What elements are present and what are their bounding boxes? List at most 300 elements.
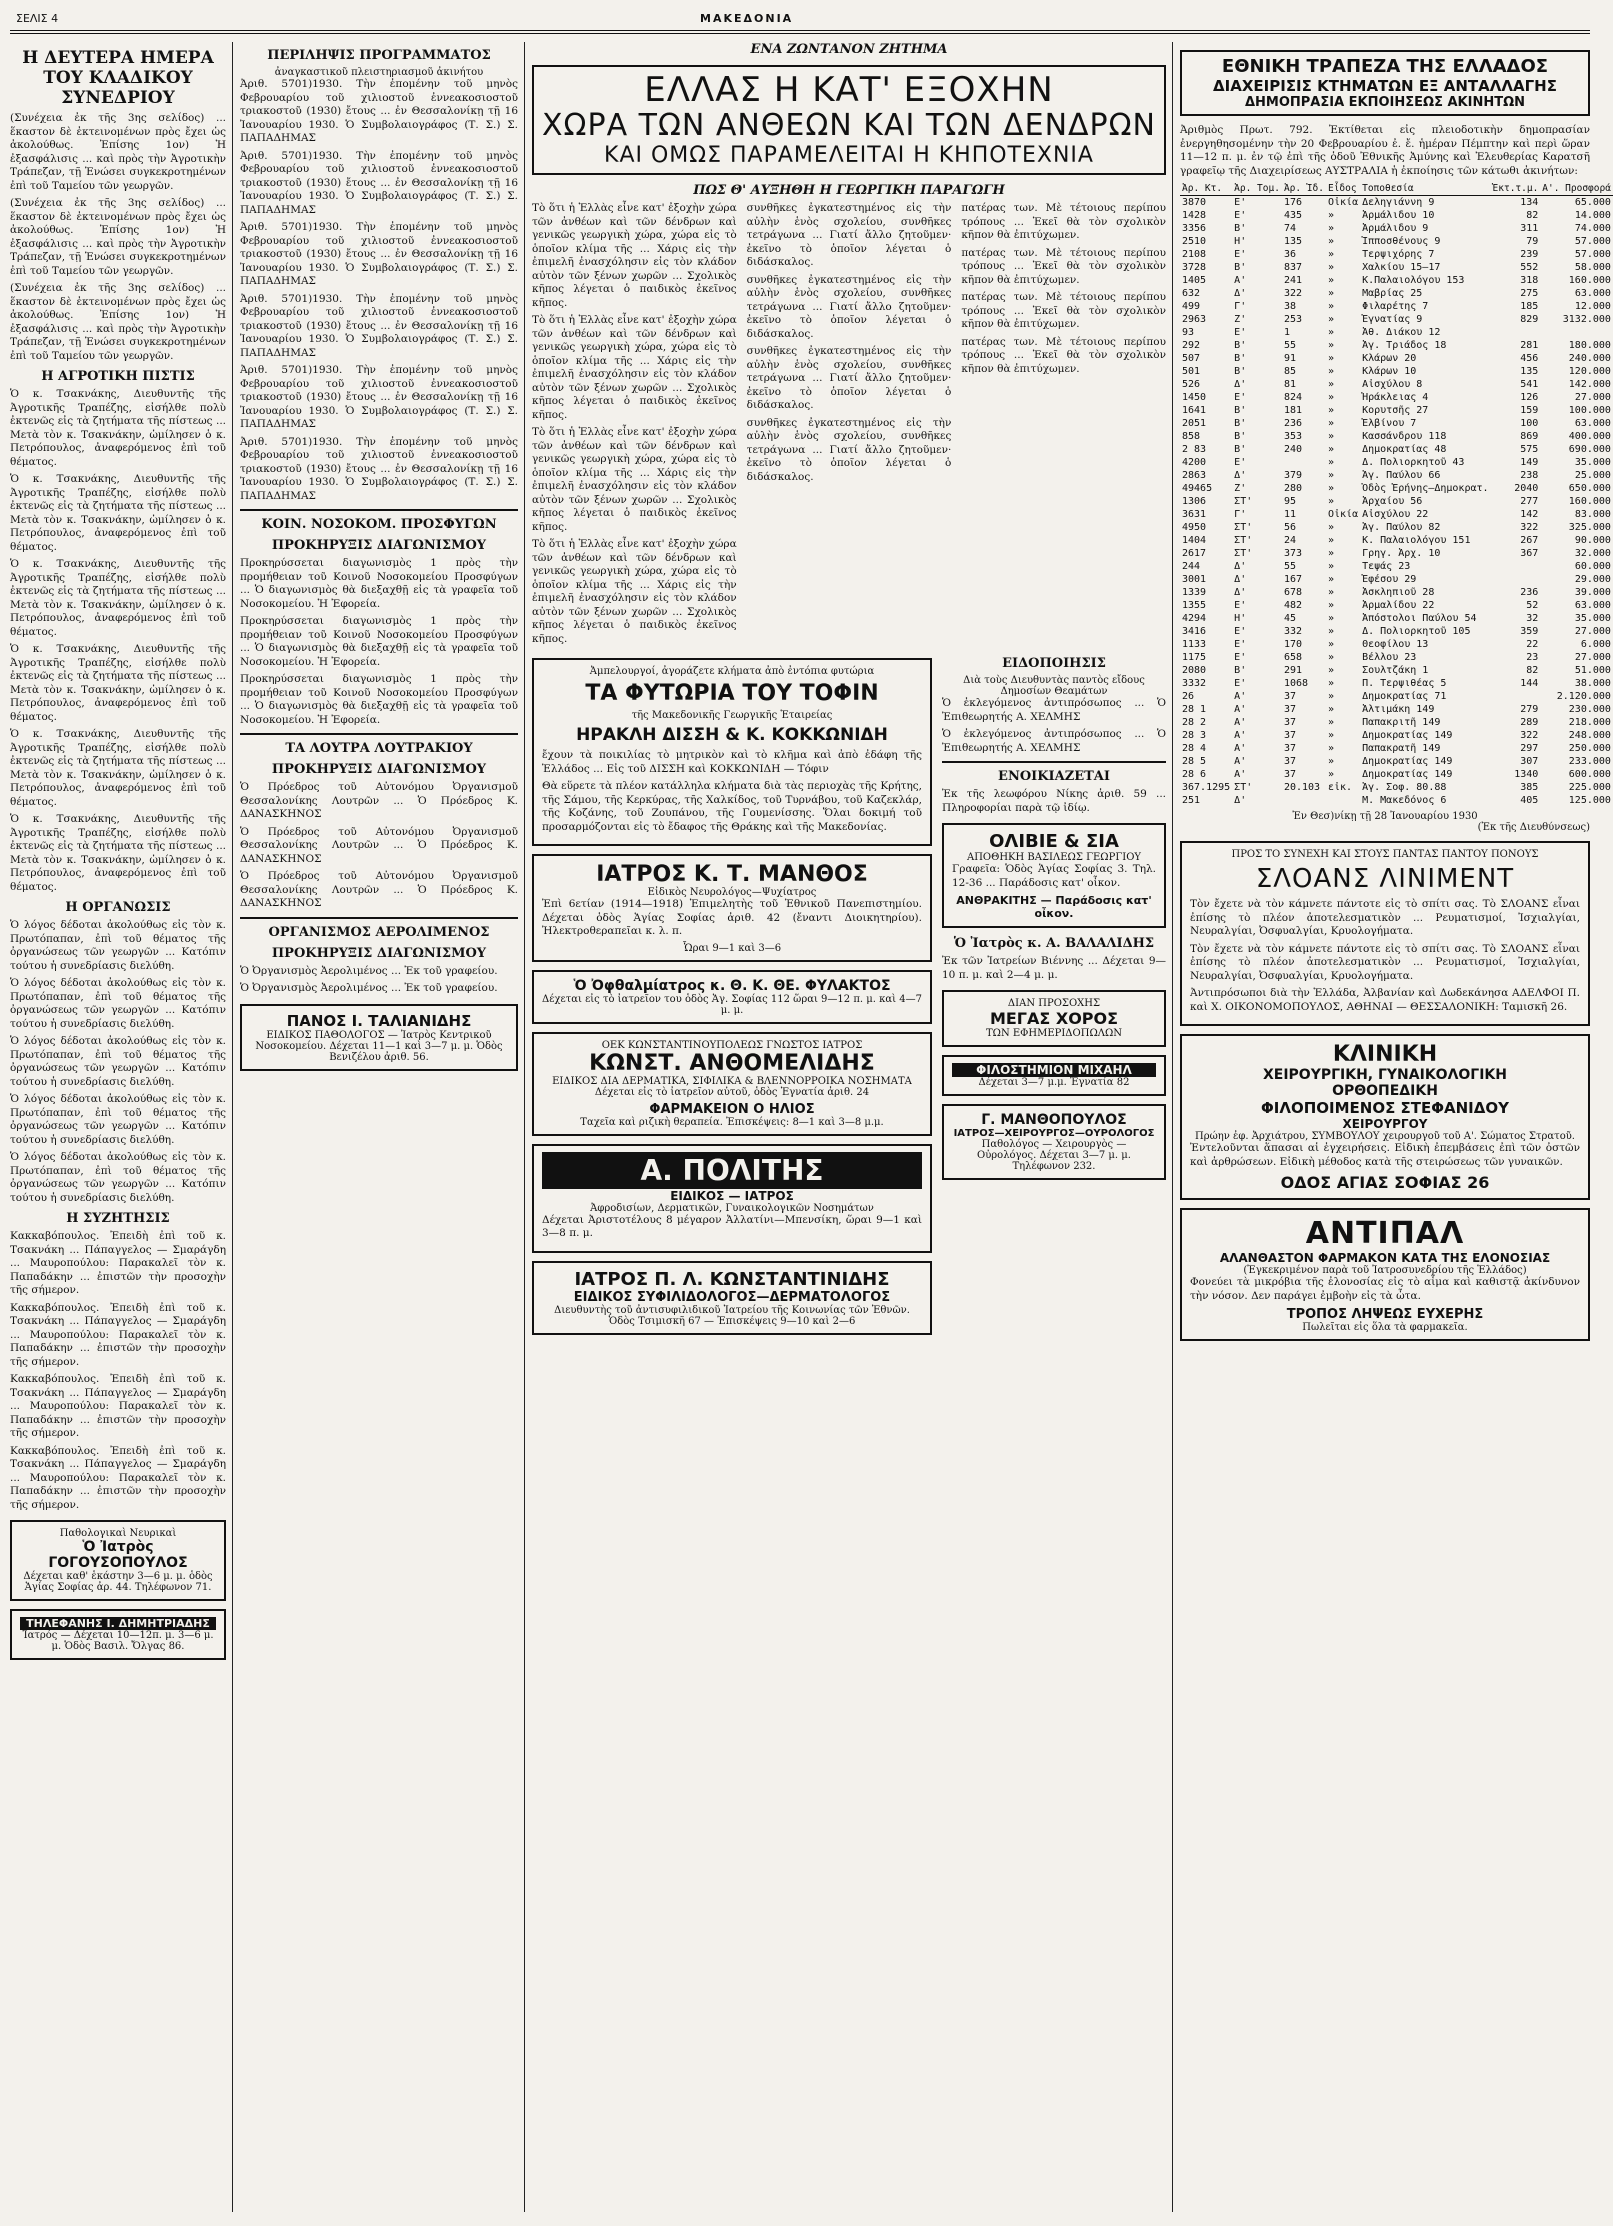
table-cell: 230.000	[1568, 704, 1611, 715]
ads-right	[942, 650, 1166, 1343]
table-cell: 120.000	[1568, 366, 1611, 377]
table-cell: »	[1327, 379, 1335, 390]
table-cell: Δεληγιάννη 9	[1362, 197, 1435, 208]
table-cell: 2.120.000	[1556, 691, 1611, 702]
ad-line: ΟΕΚ ΚΩΝΣΤΑΝΤΙΝΟΥΠΟΛΕΩΣ ΓΝΩΣΤΟΣ ΙΑΤΡΟΣ	[601, 1039, 863, 1051]
table-cell: 311	[1520, 223, 1539, 234]
doctor-ad	[10, 1520, 226, 1601]
ad-text: Γραφεῖα: Ὁδὸς Ἁγίας Σοφίας 3. Τηλ. 12-36 ... Παράδοσις κατ' οἶκον.	[952, 863, 1156, 889]
table-row	[1180, 495, 1613, 508]
table-cell: 253	[1283, 314, 1302, 325]
table-cell: Παπακρατῆ 149	[1362, 743, 1441, 754]
paper-name: ΜΑΚΕΔΟΝΙΑ	[700, 12, 794, 25]
table-cell	[1282, 794, 1326, 807]
table-cell: 135	[1283, 236, 1302, 247]
table-cell: Α'	[1234, 704, 1247, 715]
article-text: Ὁ λόγος δέδοται ἀκολούθως εἰς τὸν κ. Πρωτόπαπαν, ἐπὶ τοῦ θέματος τῆς ὀργανώσεως τῶν γεωργῶν ... Κατόπιν τούτου ἡ συνεδρίασις διελύθη.	[10, 1035, 226, 1088]
page-number: ΣΕΛΙΣ 4	[16, 12, 59, 25]
ad-subtitle-2: (Ἐγκεκριμένον παρὰ τοῦ Ἰατροσυνεδρίου τῆς Ἑλλάδος)	[1243, 1265, 1527, 1276]
table-cell: 367.1295	[1182, 782, 1231, 793]
table-cell: 160.000	[1568, 496, 1611, 507]
notice-headline: ΕΝΟΙΚΙΑΖΕΤΑΙ	[998, 769, 1110, 784]
table-cell: 28 4	[1182, 743, 1207, 754]
table-cell: 552	[1520, 262, 1539, 273]
table-cell: Ε'	[1234, 600, 1247, 611]
table-cell: 82	[1526, 210, 1539, 221]
table-cell: 23	[1526, 652, 1539, 663]
table-cell: 236	[1283, 418, 1302, 429]
table-cell: 241	[1283, 275, 1302, 286]
fylax-ad	[942, 1055, 1166, 1096]
table-cell: 1428	[1182, 210, 1207, 221]
table-header: Ἀρ. Τομ.	[1234, 183, 1280, 194]
table-cell: Ε'	[1234, 392, 1247, 403]
ad-text: Θὰ εὕρετε τὰ πλέον κατάλληλα κλήματα διὰ τὰς περιοχὰς τῆς Κρήτης, τῆς Σάμου, τῆς Κερκύρας, τῆς Χαλκίδος, τοῦ Τυρνάβου, τοῦ Καζεκλάρ, τῆς Κοζάνης, τοῦ Ζουπάνου, τῆς Γουμενίσσης. Ὅλαι δοκιμή τοῦ προσαρμόζονται εἰς τὸ ἔδαφος τῆς Θράκης καὶ τῆς Μακεδονίας.	[542, 780, 922, 833]
table-cell: Δ. Πολιορκητοῦ 105	[1362, 626, 1471, 637]
table-cell: 233.000	[1568, 756, 1611, 767]
table-cell: 297	[1520, 743, 1539, 754]
konstantinidis-ad	[532, 1261, 932, 1335]
table-cell: 1340	[1514, 769, 1539, 780]
ad-subtitle: Εἰδικὸς Νευρολόγος—Ψυχίατρος	[647, 887, 817, 898]
table-cell: 74.000	[1574, 223, 1611, 234]
notice-text: Ὁ ἐκλεγόμενος ἀντιπρόσωπος ... Ὁ Ἐπιθεωρητής Α. ΧΕΛΜΗΣ	[942, 697, 1166, 723]
table-cell: Ἰπποσθένους 9	[1362, 236, 1441, 247]
table-cell: Μ. Μακεδόνος 6	[1362, 795, 1447, 806]
table-cell: 144	[1520, 678, 1539, 689]
ad-title: ΟΛΙΒΙΕ & ΣΙΑ	[989, 831, 1119, 852]
table-cell: Α'	[1234, 730, 1247, 741]
article-text: πατέρας των. Μὲ τέτοιους περίπου τρόπους ... Ἐκεῖ θὰ τὸν σχολικὸν κῆπον θὰ ἐπιτύχωμεν.	[961, 335, 1167, 375]
table-cell: 4294	[1182, 613, 1207, 624]
table-cell: 650.000	[1568, 483, 1611, 494]
table-cell: 322	[1520, 730, 1539, 741]
table-cell: 3001	[1182, 574, 1207, 585]
article-text: Ὁ λόγος δέδοται ἀκολούθως εἰς τὸν κ. Πρωτόπαπαν, ἐπὶ τοῦ θέματος τῆς ὀργανώσεως τῶν γεωργῶν ... Κατόπιν τούτου ἡ συνεδρίασις διελύθη.	[10, 919, 226, 972]
table-cell: 32	[1526, 613, 1539, 624]
table-cell: 2510	[1182, 236, 1207, 247]
table-cell: Τερψιχόρης 7	[1362, 249, 1435, 260]
table-cell: Η'	[1234, 236, 1247, 247]
table-cell: Ἐφέσου 29	[1362, 574, 1417, 585]
table-cell: Ἀρμάλιδου 9	[1362, 223, 1429, 234]
table-cell: 858	[1182, 431, 1201, 442]
table-row	[1180, 430, 1613, 443]
table-cell: 225.000	[1568, 782, 1611, 793]
table-cell: Ἐγνατίας 9	[1362, 314, 1423, 325]
notice-subtitle: ἀναγκαστικοῦ πλειστηριασμοῦ ἀκινήτου	[274, 67, 484, 78]
article-text: Κακκαβόπουλος. Ἐπειδὴ ἐπὶ τοῦ κ. Τσακνάκη ... Πάπαγγελος — Σμαράγδη ... Μαυροπούλου: Παρακαλεῖ τὸν κ. Παπαδάκην ... ἐπιστῶν τὴν προσοχὴν τῆς σήμερον.	[10, 1444, 226, 1511]
notice-title: ΕΘΝΙΚΗ ΤΡΑΠΕΖΑ ΤΗΣ ΕΛΛΑΔΟΣ	[1221, 56, 1549, 77]
ad-text: Διευθυντὴς τοῦ ἀντισυφιλιδικοῦ Ἰατρείου τῆς Κοινωνίας τῶν Ἐθνῶν. Ὁδὸς Τσιμισκῆ 67 — Ἐπισκέψεις 9—10 καὶ 2—6	[554, 1304, 910, 1327]
table-cell	[1491, 560, 1541, 573]
manthos-ad	[532, 854, 932, 962]
ad-title: ΙΑΤΡΟΣ Κ. Τ. ΜΑΝΘΟΣ	[596, 862, 868, 887]
ad-subtitle: ΑΠΟΘΗΚΗ ΒΑΣΙΛΕΩΣ ΓΕΩΡΓΙΟΥ	[966, 852, 1142, 863]
table-cell: Δ'	[1234, 574, 1247, 585]
table-cell: Ε'	[1234, 652, 1247, 663]
table-cell: 353	[1283, 431, 1302, 442]
table-cell: 32.000	[1574, 548, 1611, 559]
table-row	[1180, 248, 1613, 261]
headline-line-1: ΕΛΛΑΣ Η ΚΑΤ' ΕΞΟΧΗΝ	[644, 70, 1054, 110]
table-cell: 251	[1182, 795, 1201, 806]
ad-subtitle: ΙΑΤΡΟΣ—ΧΕΙΡΟΥΡΓΟΣ—ΟΥΡΟΛΟΓΟΣ	[953, 1128, 1155, 1139]
notice-headline: ΠΕΡΙΛΗΨΙΣ ΠΡΟΓΡΑΜΜΑΤΟΣ	[267, 48, 491, 63]
table-cell: »	[1327, 392, 1335, 403]
table-cell: »	[1327, 613, 1335, 624]
table-row	[1180, 417, 1613, 430]
table-cell: 4200	[1182, 457, 1207, 468]
article-text: (Συνέχεια ἐκ τῆς 3ης σελίδος) ... ἕκαστον δὲ ἐκτεινομένων πρὸς ἔχει ὡς ἀκολούθως. Ἐπίσης 1ον) Ἡ ἐξασφάλισις ... καὶ πρὸς τὴν Ἀγροτικὴν Τράπεζαν, τῇ Ἑνώσει συγκεκροτημένων ἐπὶ τοῦ Ταμείου τῶν γεωργῶν.	[10, 282, 226, 362]
table-cell: »	[1327, 678, 1335, 689]
table-row	[1180, 456, 1613, 469]
table-cell: Θεοφίλου 13	[1362, 639, 1429, 650]
table-row	[1180, 794, 1613, 807]
table-cell: Οἰκία	[1327, 197, 1359, 208]
table-cell: 160.000	[1568, 275, 1611, 286]
table-cell: 52	[1526, 600, 1539, 611]
table-cell: »	[1327, 275, 1335, 286]
notice-headline: ΤΑ ΛΟΥΤΡΑ ΛΟΥΤΡΑΚΙΟΥ	[285, 741, 473, 756]
table-cell: 135	[1520, 366, 1539, 377]
table-cell: 35.000	[1574, 457, 1611, 468]
table-cell: 307	[1520, 756, 1539, 767]
table-row	[1180, 261, 1613, 274]
table-cell: 292	[1182, 340, 1201, 351]
table-row	[1180, 703, 1613, 716]
table-cell: »	[1327, 470, 1335, 481]
notice-text: Ὁ Πρόεδρος τοῦ Αὐτονόμου Ὀργανισμοῦ Θεσσαλονίκης Λουτρῶν ... Ὁ Πρόεδρος Κ. ΔΑΝΑΣΚΗΝΟΣ	[240, 870, 518, 909]
article-body	[532, 202, 1166, 650]
table-cell: 11	[1283, 509, 1296, 520]
table-cell: Κορυτσῆς 27	[1362, 405, 1429, 416]
table-cell: 400.000	[1568, 431, 1611, 442]
table-cell: 2040	[1514, 483, 1539, 494]
divider	[240, 733, 518, 735]
ads-area	[532, 650, 1166, 1343]
table-cell: Ἁγ. Παύλου 82	[1362, 522, 1441, 533]
section-heading: Η ΑΓΡΟΤΙΚΗ ΠΙΣΤΙΣ	[41, 369, 195, 384]
table-cell: 2080	[1182, 665, 1207, 676]
table-cell: »	[1327, 249, 1335, 260]
ad-subtitle: ΑΛΑΝΘΑΣΤΟΝ ΦΑΡΜΑΚΟΝ ΚΑΤΑ ΤΗΣ ΕΛΟΝΟΣΙΑΣ	[1219, 1251, 1551, 1265]
ad-address: ΟΔΟΣ ΑΓΙΑΣ ΣΟΦΙΑΣ 26	[1280, 1173, 1490, 1192]
table-cell: Ε'	[1234, 639, 1247, 650]
article-text: συνθῆκες ἐγκατεστημένος εἰς τὴν αὐλὴν ἑνὸς σχολείου, συνθῆκες τετράγωνα ... Γιατί ἄλλο ζητοῦμεν· ἐκεῖνο τὸ ὁποῖον λέγεται ὁ διδάσκαλος.	[746, 273, 952, 340]
table-cell: ΣΤ'	[1234, 548, 1253, 559]
table-cell: 149	[1520, 457, 1539, 468]
article-text: (Συνέχεια ἐκ τῆς 3ης σελίδος) ... ἕκαστον δὲ ἐκτεινομένων πρὸς ἔχει ὡς ἀκολούθως. Ἐπίσης 1ον) Ἡ ἐξασφάλισις ... καὶ πρὸς τὴν Ἀγροτικὴν Τράπεζαν, τῇ Ἑνώσει συγκεκροτημένων ἐπὶ τοῦ Ταμείου τῶν γεωργῶν.	[10, 112, 226, 192]
table-cell: 3132.000	[1562, 314, 1611, 325]
table-cell: »	[1327, 418, 1335, 429]
table-cell: Ἀρχαίου 56	[1362, 496, 1423, 507]
table-cell: 63.000	[1574, 600, 1611, 611]
table-cell: Γρηγ. Ἀρχ. 10	[1362, 548, 1441, 559]
table-row	[1180, 599, 1613, 612]
table-cell: 218.000	[1568, 717, 1611, 728]
table-cell: Β'	[1234, 431, 1247, 442]
divider	[240, 917, 518, 919]
notice-subheadline: ΠΡΟΚΗΡΥΞΙΣ ΔΙΑΓΩΝΙΣΜΟΥ	[271, 945, 487, 961]
table-row	[1180, 339, 1613, 352]
table-cell: 1339	[1182, 587, 1207, 598]
antipal-ad	[1180, 1208, 1590, 1341]
table-cell: 159	[1520, 405, 1539, 416]
table-row	[1180, 482, 1613, 495]
table-cell: 482	[1283, 600, 1302, 611]
table-cell: Δ'	[1234, 795, 1247, 806]
table-cell: Η'	[1234, 613, 1247, 624]
article-col	[961, 202, 1166, 650]
table-cell: »	[1327, 704, 1335, 715]
column-1	[10, 42, 226, 2208]
table-cell: 95	[1283, 496, 1296, 507]
table-cell: Ε'	[1234, 457, 1247, 468]
ad-text: Τὸν ἔχετε νὰ τὸν κάμνετε πάντοτε εἰς τὸ σπίτι σας. Τὸ ΣΛΟΑΝΣ εἶναι ἐπίσης τὸ πλέον ἀποτελεσματικὸν ... Ρευματισμοί, Ἰσχιαλγίαι, Νευραλγίαι, Ὀσφυαλγίαι, Κρυολογήματα.	[1190, 898, 1580, 937]
table-cell: Κασσάνδρου 118	[1362, 431, 1447, 442]
article-kicker: ΕΝΑ ΖΩΝΤΑΝΟΝ ΖΗΤΗΜΑ	[750, 42, 948, 57]
table-cell: Βέλλου 23	[1362, 652, 1417, 663]
table-row	[1180, 651, 1613, 664]
table-row	[1180, 313, 1613, 326]
table-row	[1180, 235, 1613, 248]
table-cell: 1306	[1182, 496, 1207, 507]
table-cell: 824	[1283, 392, 1302, 403]
table-cell: Κλάρων 20	[1362, 353, 1417, 364]
ad-title: ΑΝΤΙΠΑΛ	[1305, 1216, 1465, 1251]
table-cell: 14.000	[1574, 210, 1611, 221]
notice-text: Προκηρύσσεται διαγωνισμὸς 1 πρὸς τὴν προμήθειαν τοῦ Κοινοῦ Νοσοκομείου Προσφύγων ... Ὁ διαγωνισμὸς θὰ διεξαχθῇ εἰς τὰ γραφεῖα τοῦ Νοσοκομείου. Ἡ Ἐφορεία.	[240, 557, 518, 610]
ad-title: ΦΙΛΟΣΤΗΜΙΟΝ ΜΙΧΑΗΛ	[952, 1063, 1156, 1077]
table-cell: Κ.Παλαιολόγου 153	[1362, 275, 1465, 286]
table-cell: 60.000	[1574, 561, 1611, 572]
ad-title: Ὁ Ἰατρὸς ΓΟΓΟΥΣΟΠΟΥΛΟΣ	[48, 1539, 188, 1571]
table-cell: »	[1327, 405, 1335, 416]
article-text: Ὁ λόγος δέδοται ἀκολούθως εἰς τὸν κ. Πρωτόπαπαν, ἐπὶ τοῦ θέματος τῆς ὀργανώσεως τῶν γεωργῶν ... Κατόπιν τούτου ἡ συνεδρίασις διελύθη.	[10, 1093, 226, 1146]
ad-title: ΜΕΓΑΣ ΧΟΡΟΣ	[989, 1009, 1119, 1028]
table-cell: Ε'	[1234, 678, 1247, 689]
table-cell: Π. Τερψιθέας 5	[1362, 678, 1447, 689]
article-text: πατέρας των. Μὲ τέτοιους περίπου τρόπους ... Ἐκεῖ θὰ τὸν σχολικὸν κῆπον θὰ ἐπιτύχωμεν.	[961, 246, 1167, 286]
table-cell: Β'	[1234, 665, 1247, 676]
table-cell: ΣΤ'	[1234, 522, 1253, 533]
section-heading: Η ΣΥΖΗΤΗΣΙΣ	[66, 1211, 170, 1226]
table-cell: 55	[1283, 561, 1296, 572]
table-row	[1180, 300, 1613, 313]
table-cell	[1282, 456, 1326, 469]
table-cell: Ὁδὸς Ἐρήνης—Δημοκρατ.	[1362, 483, 1489, 494]
table-row	[1180, 768, 1613, 781]
notice-text: Προκηρύσσεται διαγωνισμὸς 1 πρὸς τὴν προμήθειαν τοῦ Κοινοῦ Νοσοκομείου Προσφύγων ... Ὁ διαγωνισμὸς θὰ διεξαχθῇ εἰς τὰ γραφεῖα τοῦ Νοσοκομείου. Ἡ Ἐφορεία.	[240, 615, 518, 668]
notice-text: Ἐκ τῶν Ἰατρείων Βιέννης ... Δέχεται 9—10 π. μ. καὶ 2—4 μ. μ.	[942, 955, 1166, 981]
ad-text: Ἰατρός — Δέχεται 10—12π. μ. 3—6 μ. μ. Ὁδὸς Βασιλ. Ὄλγας 86.	[22, 1630, 214, 1652]
table-cell: »	[1327, 288, 1335, 299]
table-cell: Μαβρίας 25	[1362, 288, 1423, 299]
article-text: Ὁ κ. Τσακνάκης, Διευθυντῆς τῆς Ἀγροτικῆς Τραπέζης, εἰσήλθε πολὺ ἐκτενῶς εἰς τὰ ζητήματα τῆς πίστεως ... Μετὰ τὸν κ. Τσακνάκην, ὡμίλησεν ὁ κ. Πετρόπουλος, ἀναφερόμενος ἐπὶ τοῦ θέματος.	[10, 388, 226, 468]
table-cell: Δημοκρατίας 48	[1362, 444, 1447, 455]
table-cell: 63.000	[1574, 288, 1611, 299]
masthead	[10, 8, 1590, 34]
table-cell: 240	[1283, 444, 1302, 455]
table-row	[1180, 586, 1613, 599]
notice-date: Ἐν Θεσ)νίκῃ τῇ 28 Ἰανουαρίου 1930	[1292, 811, 1478, 822]
fylaktos-ad	[532, 970, 932, 1024]
table-row	[1180, 690, 1613, 703]
headline-line-2: ΧΩΡΑ ΤΩΝ ΑΝΘΕΩΝ ΚΑΙ ΤΩΝ ΔΕΝΔΡΩΝ	[542, 108, 1156, 143]
ad-subtitle: τῆς Μακεδονικῆς Γεωργικῆς Ἑταιρείας	[631, 710, 833, 721]
notice-intro: Ἀριθμὸς Πρωτ. 792. Ἐκτίθεται εἰς πλειοδοτικὴν δημοπρασίαν ἐνεργηθησομένην τὴν 20 Φεβρουαρίου ἐ. ἔ. ἡμέραν Πέμπτην καὶ περὶ ὥραν 11—12 π. μ. ἐν τῷ ἐπὶ τῆς ὁδοῦ Ἐθνικῆς Ἀμύνης καὶ Ἐλευθερίας Καρατσῆ γραφεῖῳ τῆς Διαχειρίσεως ΑΥΣΤΡΑΛΙΑ ἡ ἐκποίησις τῶν κάτωθι ἀκινήτων:	[1180, 124, 1590, 177]
table-cell: Α'	[1234, 769, 1247, 780]
table-cell: Ζ'	[1234, 314, 1247, 325]
table-cell: 39.000	[1574, 587, 1611, 598]
table-cell: 1133	[1182, 639, 1207, 650]
table-cell: 1405	[1182, 275, 1207, 286]
table-cell: Ἀλτιμάκη 149	[1362, 704, 1435, 715]
column-rule	[1172, 42, 1173, 2212]
table-row	[1180, 326, 1613, 339]
table-cell	[1491, 690, 1541, 703]
ad-text: Ἐντελοῦνται ἅπασαι αἱ ἐγχειρήσεις. Εἰδικὴ ἐπεμβάσεις ἐπὶ τῶν ὀστῶν καὶ ἀρθρώσεων. Εἰδικὴ μέθοδος κατὰ τῆς στειρώσεως τῶν γυναικῶν.	[1190, 1142, 1580, 1168]
table-header: Εἶδος	[1326, 182, 1360, 196]
manthopoulos-ad	[942, 1104, 1166, 1180]
table-cell: 3356	[1182, 223, 1207, 234]
table-cell: 58.000	[1574, 262, 1611, 273]
table-cell: 36	[1283, 249, 1296, 260]
table-cell	[1326, 794, 1360, 807]
table-cell: 3332	[1182, 678, 1207, 689]
table-row	[1180, 742, 1613, 755]
table-cell: 2051	[1182, 418, 1207, 429]
table-cell: Ε'	[1234, 327, 1247, 338]
table-cell: Παπακριτῆ 149	[1362, 717, 1441, 728]
table-cell: Δημοκρατίας 149	[1362, 730, 1453, 741]
table-cell: Α'	[1234, 743, 1247, 754]
table-cell: Ε'	[1234, 210, 1247, 221]
table-cell: 12.000	[1574, 301, 1611, 312]
table-cell: 3870	[1182, 197, 1207, 208]
table-cell: Ε'	[1234, 626, 1247, 637]
table-cell: 176	[1283, 197, 1302, 208]
notice-signature: (Ἐκ τῆς Διευθύνσεως)	[1477, 822, 1590, 833]
table-row	[1180, 612, 1613, 625]
table-cell: »	[1327, 756, 1335, 767]
table-cell: Δημοκρατίας 149	[1362, 756, 1453, 767]
table-cell: 829	[1520, 314, 1539, 325]
table-cell: 632	[1182, 288, 1201, 299]
table-cell: Ἀρμάλιδου 10	[1362, 210, 1435, 221]
article-text: Τὸ ὅτι ἡ Ἑλλὰς εἶνε κατ' ἐξοχὴν χώρα τῶν ἀνθέων καὶ τῶν δένδρων καὶ γενικῶς γεωργικὴ χώρα, χώρα εἰς τὸ ὁποῖον κλίμα τῆς ... Χάρις εἰς τὴν ἐπιμελῆ ἐνασχόλησιν εἰς τὸν κλάδον αὐτὸν τῶν ξένων χωρῶν ... Σχολικὸς κῆπος λέγεται ὁ παιδικὸς ἐκεῖνος κῆπος.	[532, 202, 737, 309]
table-header: Ἀρ. Ἱδ.	[1283, 183, 1324, 194]
table-header: Τοποθεσία	[1360, 182, 1490, 196]
table-cell: 27.000	[1574, 652, 1611, 663]
table-cell: 291	[1283, 665, 1302, 676]
table-cell: 405	[1520, 795, 1539, 806]
ad-title: ΤΗΛΕΦΑΝΗΣ Ι. ΔΗΜΗΤΡΙΑΔΗΣ	[20, 1617, 216, 1630]
table-cell: Α'	[1234, 717, 1247, 728]
table-row	[1180, 508, 1613, 521]
table-cell: 90.000	[1574, 535, 1611, 546]
ad-title: Ὁ Ὀφθαλμίατρος κ. Θ. Κ. ΘΕ. ΦΥΛΑΚΤΟΣ	[573, 977, 891, 994]
table-row	[1180, 716, 1613, 729]
table-row	[1180, 573, 1613, 586]
table-cell: 85	[1283, 366, 1296, 377]
table-header: Ἐκτ.τ.μ.	[1492, 183, 1539, 194]
dance-ad	[942, 990, 1166, 1047]
notice-text: Ἀριθ. 5701)1930. Τὴν ἐπομένην τοῦ μηνὸς Φεβρουαρίου τοῦ χιλιοστοῦ ἐννεακοσιοστοῦ τριακοστοῦ (1930) ἔτους ... ἐν Θεσσαλονίκῃ τῇ 16 Ἰανουαρίου 1930. Ὁ Συμβολαιογράφος (Τ. Σ.) Σ. ΠΑΠΑΔΗΜΑΣ	[240, 364, 518, 430]
table-cell: »	[1327, 431, 1335, 442]
table-row	[1180, 443, 1613, 456]
ad-name: ΦΙΛΟΠΟΙΜΕΝΟΣ ΣΤΕΦΑΝΙΔΟΥ	[1261, 1099, 1509, 1117]
table-cell: 142	[1520, 509, 1539, 520]
table-cell: 267	[1520, 535, 1539, 546]
table-cell: 322	[1520, 522, 1539, 533]
table-cell: 26	[1182, 691, 1195, 702]
table-cell: 600.000	[1568, 769, 1611, 780]
ad-hours: Ταχεῖα καὶ ριζικὴ θεραπεία. Ἐπισκέψεις: 8—1 καὶ 3—8 μ.μ.	[580, 1116, 884, 1128]
ad-line: ΟΡΘΟΠΕΔΙΚΗ	[1332, 1083, 1438, 1099]
table-cell: 100	[1520, 418, 1539, 429]
notice-text: Ἀριθ. 5701)1930. Τὴν ἐπομένην τοῦ μηνὸς Φεβρουαρίου τοῦ χιλιοστοῦ ἐννεακοσιοστοῦ τριακοστοῦ (1930) ἔτους ... ἐν Θεσσαλονίκῃ τῇ 16 Ἰανουαρίου 1930. Ὁ Συμβολαιογράφος (Τ. Σ.) Σ. ΠΑΠΑΔΗΜΑΣ	[240, 292, 518, 359]
table-cell: 2963	[1182, 314, 1207, 325]
ad-title: ΣΛΟΑΝΣ ΛΙΝΙΜΕΝΤ	[1255, 864, 1515, 894]
table-cell: »	[1327, 301, 1335, 312]
article-headline: Η ΔΕΥΤΕΡΑ ΗΜΕΡΑ ΤΟΥ ΚΛΑΔΙΚΟΥ ΣΥΝΕΔΡΙΟΥ	[22, 48, 214, 108]
ad-subtitle: ΕΙΔΙΚΟΣ ΔΙΑ ΔΕΡΜΑΤΙΚΑ, ΣΙΦΙΛΙΚΑ & ΒΛΕΝΝΟΡΡΟΙΚΑ ΝΟΣΗΜΑΤΑ	[552, 1075, 912, 1087]
table-cell: 28 2	[1182, 717, 1207, 728]
table-cell: 170	[1283, 639, 1302, 650]
ad-text: ΕΙΔΙΚΟΣ ΠΑΘΟΛΟΓΟΣ — Ἰατρὸς Κεντρικοῦ Νοσοκομείου. Δέχεται 11—1 καὶ 3—7 μ. μ. Ὁδὸς Βενιζέλου ἀριθ. 56.	[255, 1029, 503, 1063]
table-cell: 37	[1283, 704, 1296, 715]
table-cell: 81	[1283, 379, 1296, 390]
notice-text: Ἀριθ. 5701)1930. Τὴν ἐπομένην τοῦ μηνὸς Φεβρουαρίου τοῦ χιλιοστοῦ ἐννεακοσιοστοῦ τριακοστοῦ (1930) ἔτους ... ἐν Θεσσαλονίκῃ τῇ 16 Ἰανουαρίου 1930. Ὁ Συμβολαιογράφος (Τ. Σ.) Σ. ΠΑΠΑΔΗΜΑΣ	[240, 435, 518, 502]
ad-text: Πρώην ἐφ. Ἀρχιάτρου, ΣΥΜΒΟΥΛΟΥ χειρουργοῦ τοῦ Α'. Σώματος Στρατοῦ.	[1195, 1131, 1575, 1142]
notice-text: Ἀριθ. 5701)1930. Τὴν ἐπομένην τοῦ μηνὸς Φεβρουαρίου τοῦ χιλιοστοῦ ἐννεακοσιοστοῦ τριακοστοῦ (1930) ἔτους ... ἐν Θεσσαλονίκῃ τῇ 16 Ἰανουαρίου 1930. Ὁ Συμβολαιογράφος (Τ. Σ.) Σ. ΠΑΠΑΔΗΜΑΣ	[240, 149, 518, 216]
doctor-ad	[10, 1609, 226, 1660]
table-cell: 22	[1526, 639, 1539, 650]
table-cell: 1641	[1182, 405, 1207, 416]
table-cell: Β'	[1234, 418, 1247, 429]
table-cell: 38	[1283, 301, 1296, 312]
table-cell: »	[1327, 717, 1335, 728]
ad-footer: ΤΡΟΠΟΣ ΛΗΨΕΩΣ ΕΥΧΕΡΗΣ	[1286, 1307, 1484, 1322]
ad-footer-2: Πωλεῖται εἰς ὅλα τὰ φαρμακεῖα.	[1302, 1322, 1468, 1333]
table-cell: Α'	[1234, 756, 1247, 767]
notice-text: Ὁ Ὀργανισμὸς Ἀερολιμένος ... Ἐκ τοῦ γραφείου.	[240, 964, 498, 977]
table-cell: 134	[1520, 197, 1539, 208]
table-header: Α'. Προσφορά	[1542, 183, 1611, 194]
table-cell: 499	[1182, 301, 1201, 312]
table-row	[1180, 534, 1613, 547]
table-cell: Α'	[1234, 691, 1247, 702]
article-text: Ὁ λόγος δέδοται ἀκολούθως εἰς τὸν κ. Πρωτόπαπαν, ἐπὶ τοῦ θέματος τῆς ὀργανώσεως τῶν γεωργῶν ... Κατόπιν τούτου ἡ συνεδρίασις διελύθη.	[10, 1151, 226, 1204]
table-cell: 1404	[1182, 535, 1207, 546]
table-cell: »	[1327, 262, 1335, 273]
table-cell: Ε'	[1234, 249, 1247, 260]
table-cell: 24	[1283, 535, 1296, 546]
table-row	[1180, 222, 1613, 235]
table-cell: Δ'	[1234, 379, 1247, 390]
article-text: Τὸ ὅτι ἡ Ἑλλὰς εἶνε κατ' ἐξοχὴν χώρα τῶν ἀνθέων καὶ τῶν δένδρων καὶ γενικῶς γεωργικὴ χώρα, χώρα εἰς τὸ ὁποῖον κλίμα τῆς ... Χάρις εἰς τὴν ἐπιμελῆ ἐνασχόλησιν εἰς τὸν κλάδον αὐτὸν τῶν ξένων χωρῶν ... Σχολικὸς κῆπος λέγεται ὁ παιδικὸς ἐκεῖνος κῆπος.	[532, 426, 737, 533]
table-row	[1180, 729, 1613, 742]
table-cell: 279	[1520, 704, 1539, 715]
table-cell: 2617	[1182, 548, 1207, 559]
table-cell	[1491, 326, 1541, 339]
table-cell: Α'	[1234, 275, 1247, 286]
table-cell: Β'	[1234, 353, 1247, 364]
table-cell: Τεψάς 23	[1362, 561, 1411, 572]
table-cell: 3631	[1182, 509, 1207, 520]
